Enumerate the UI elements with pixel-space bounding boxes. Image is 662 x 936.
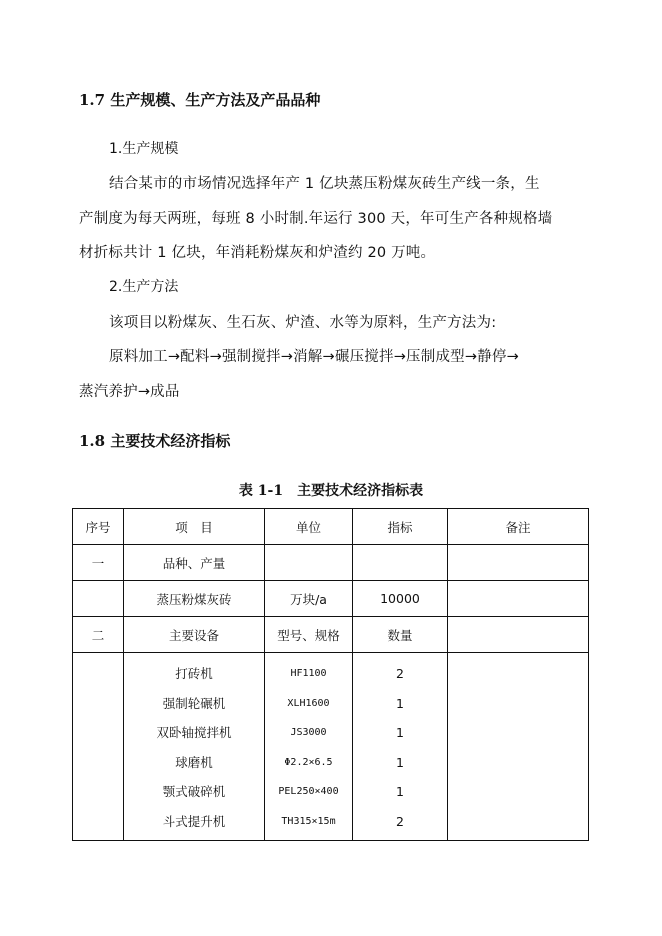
row-number [73,653,124,841]
remark-cell [448,653,589,841]
process-step: 静停 [477,349,507,365]
equipment-model: JS3000 [290,727,327,738]
remark-cell [448,581,589,617]
paragraph-line: 产制度为每天两班，每班 8 小时制.年运行 300 天，年可生产各种规格墙 [79,211,553,227]
process-step: 成品 [150,384,180,400]
equipment-name: 打砖机 [175,666,213,681]
remark-cell [448,617,589,653]
section-heading-1-7: 1.7 生产规模、生产方法及产品品种 [79,91,321,109]
process-step: 消解 [293,349,323,365]
value-cell: 数量 [353,617,448,653]
arrow-icon: → [167,349,181,365]
process-step: 配料 [180,349,210,365]
table-row [73,581,589,617]
arrow-icon: → [322,349,335,365]
value-cell [353,545,448,581]
process-step: 蒸汽养护 [79,384,138,400]
subheading-production-method: 2.生产方法 [109,279,179,295]
equipment-row [73,653,589,841]
process-step: 强制搅拌 [221,349,281,365]
section-heading-1-8: 1.8 主要技术经济指标 [79,432,231,450]
equipment-model: PEL250×400 [278,786,339,797]
equipment-qty: 2 [396,666,404,681]
process-flow-line-2 [79,380,180,401]
row-number: 二 [73,617,124,653]
remark-cell [448,545,589,581]
equipment-model: TH315×15m [281,815,336,827]
process-step: 碾压搅拌 [334,349,394,365]
arrow-icon: → [209,349,222,365]
arrow-icon: → [393,349,407,365]
equipment-qty: 1 [396,754,404,770]
value-cell: 10000 [353,581,448,617]
paragraph-line: 该项目以粉煤灰、生石灰、炉渣、水等为原料，生产方法为: [109,315,497,331]
row-number: 一 [73,545,124,581]
indicator-table [72,508,589,841]
equipment-name: 斗式提升机 [162,813,226,829]
arrow-icon: → [280,349,294,365]
equipment-model: HF1100 [290,668,327,679]
equipment-name: 颚式破碎机 [162,784,226,799]
item-cell: 主要设备 [124,617,265,653]
arrow-icon: → [137,384,151,400]
subheading-production-scale: 1.生产规模 [109,141,179,157]
equipment-names [124,653,265,841]
arrow-icon: → [464,349,478,365]
table-row [73,545,589,581]
equipment-qty: 1 [396,725,404,740]
item-cell: 品种、产量 [124,545,265,581]
header-cell: 项 目 [124,509,265,545]
table-title: 表 1-1 主要技术经济指标表 [238,483,424,499]
table-row [73,617,589,653]
process-flow-line-1 [109,345,519,366]
unit-cell [265,545,353,581]
equipment-quantities [353,653,448,841]
equipment-model: Φ2.2×6.5 [284,756,333,768]
equipment-model: XLH1600 [287,697,330,709]
table-header-row [73,509,589,545]
unit-cell: 万块/a [265,581,353,617]
unit-cell: 型号、规格 [265,617,353,653]
process-step: 原料加工 [109,349,168,365]
arrow-icon: → [506,349,519,365]
process-step: 压制成型 [406,349,465,365]
equipment-name: 双卧轴搅拌机 [156,725,232,740]
item-cell: 蒸压粉煤灰砖 [124,581,265,617]
header-cell: 指标 [353,509,448,545]
equipment-name: 强制轮碾机 [162,695,226,711]
paragraph-line: 结合某市的市场情况选择年产 1 亿块蒸压粉煤灰砖生产线一条，生 [109,176,540,192]
header-cell: 备注 [448,509,589,545]
header-cell: 序号 [73,509,124,545]
equipment-models [265,653,353,841]
header-cell: 单位 [265,509,353,545]
equipment-qty: 1 [396,695,404,711]
equipment-name: 球磨机 [175,754,213,770]
row-number [73,581,124,617]
paragraph-line: 材折标共计 1 亿块，年消耗粉煤灰和炉渣约 20 万吨。 [79,245,436,261]
equipment-qty: 1 [396,784,404,799]
equipment-qty: 2 [396,813,404,829]
